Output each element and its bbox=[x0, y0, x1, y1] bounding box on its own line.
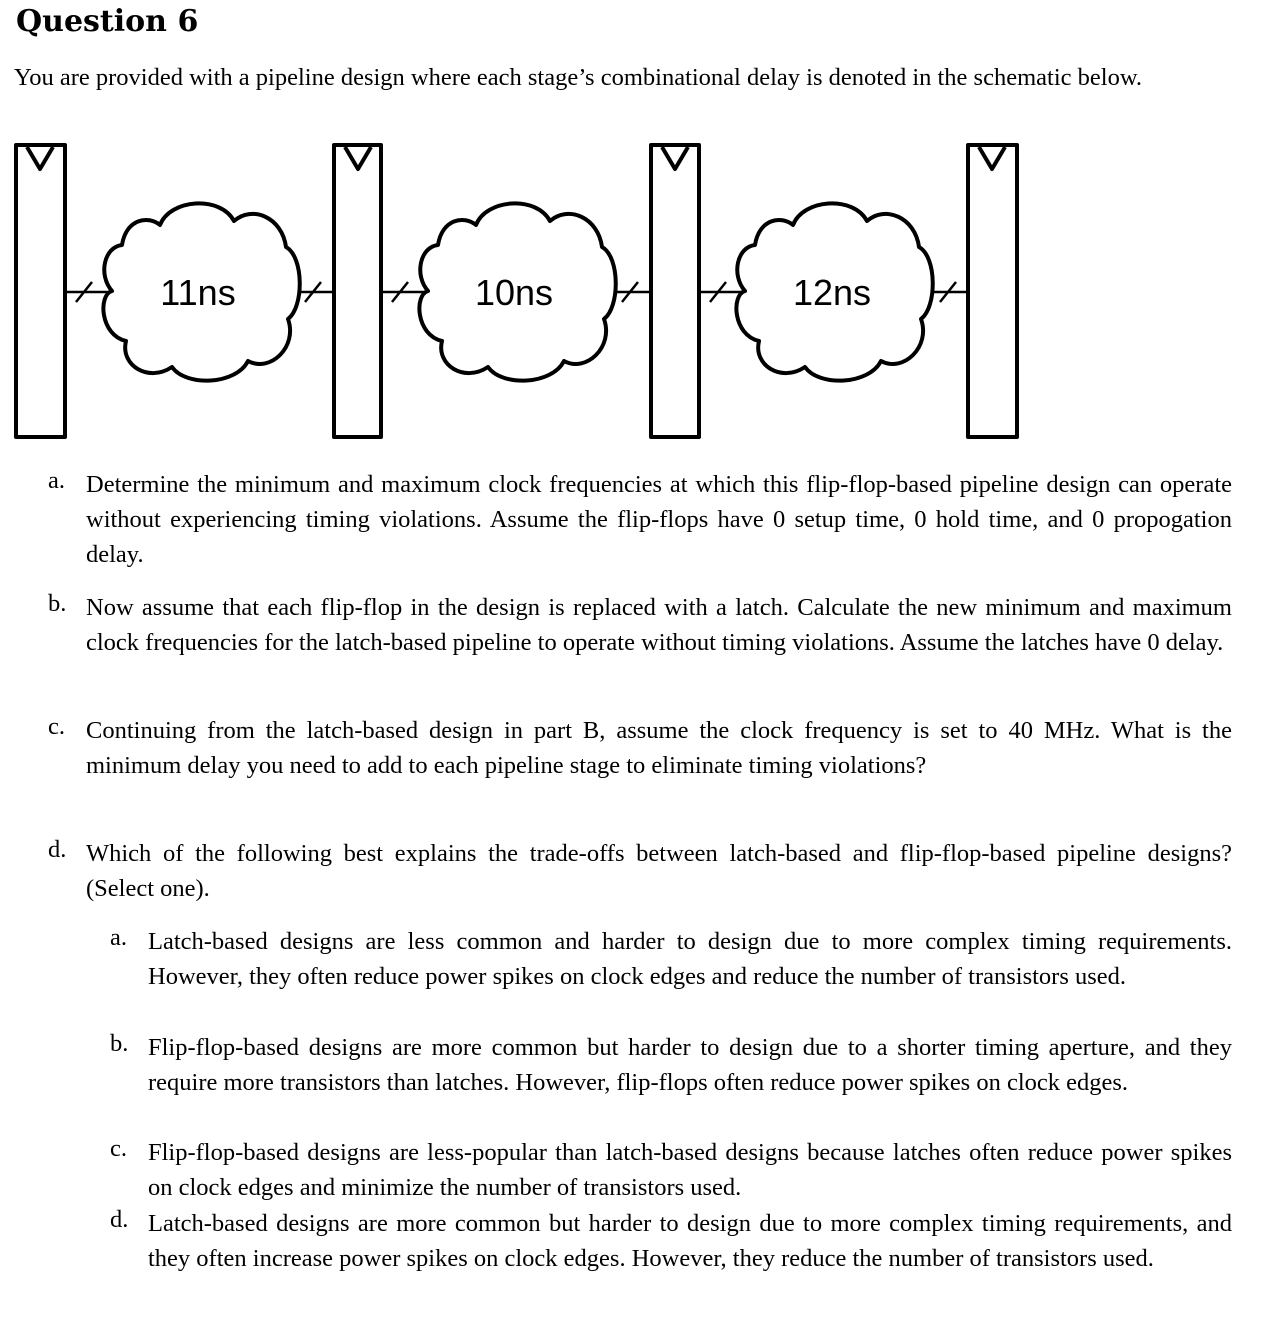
stage-1-delay-label: 11ns bbox=[160, 272, 236, 313]
register-1 bbox=[16, 145, 65, 437]
option-b-text: Flip-flop-based designs are more common but harder to design due to a shorter timing aperture, and they require more transistors than latches. However, flip-flops often reduce power spikes on clock edges. bbox=[148, 1034, 1232, 1096]
register-3 bbox=[651, 145, 699, 437]
register-2 bbox=[334, 145, 381, 437]
pipeline-schematic bbox=[0, 135, 1288, 445]
part-d-text: Which of the following best explains the trade-offs between latch-based and flip-flop-based pipeline designs? (Select one). bbox=[86, 840, 1232, 902]
stage-2-delay-label: 10ns bbox=[474, 272, 554, 313]
option-d-label: d. bbox=[110, 1206, 129, 1233]
register-4 bbox=[968, 145, 1017, 437]
register-2-body bbox=[334, 145, 381, 437]
part-c-label: c. bbox=[48, 713, 65, 740]
register-1-body bbox=[16, 145, 65, 437]
part-b-label: b. bbox=[48, 590, 67, 617]
question-title: Question 6 bbox=[16, 4, 199, 39]
part-a-label: a. bbox=[48, 467, 65, 494]
option-d-text: Latch-based designs are more common but harder to design due to more complex timing requirements, and they often increase power spikes on clock edges. However, they reduce the number of transistors used. bbox=[148, 1210, 1232, 1272]
register-3-body bbox=[651, 145, 699, 437]
part-b-text: Now assume that each flip-flop in the design is replaced with a latch. Calculate the new minimum and maximum clock frequencies for the latch-based pipeline to operate without timing violations. Assume the latches have 0 delay. bbox=[86, 594, 1232, 656]
part-c-text: Continuing from the latch-based design in part B, assume the clock frequency is set to 40 MHz. What is the minimum delay you need to add to each pipeline stage to eliminate timing violations? bbox=[86, 717, 1232, 779]
register-4-body bbox=[968, 145, 1017, 437]
option-a-text: Latch-based designs are less common and harder to design due to more complex timing requirements. However, they often reduce power spikes on clock edges and reduce the number of transistors used. bbox=[148, 928, 1232, 990]
option-c-label: c. bbox=[110, 1135, 127, 1162]
stage-3-delay-label: 12ns bbox=[792, 272, 872, 313]
option-a-label: a. bbox=[110, 924, 127, 951]
option-b-label: b. bbox=[110, 1030, 129, 1057]
option-c-text: Flip-flop-based designs are less-popular than latch-based designs because latches often reduce power spikes on clock edges and minimize the number of transistors used. bbox=[148, 1139, 1232, 1201]
intro-text: You are provided with a pipeline design where each stage’s combinational delay is denoted in the schematic below. bbox=[14, 64, 1143, 91]
part-d-label: d. bbox=[48, 836, 67, 863]
part-a-text: Determine the minimum and maximum clock frequencies at which this flip-flop-based pipeline design can operate without experiencing timing violations. Assume the flip-flops have 0 setup time, 0 hold time, and 0 propogation delay. bbox=[86, 471, 1232, 568]
